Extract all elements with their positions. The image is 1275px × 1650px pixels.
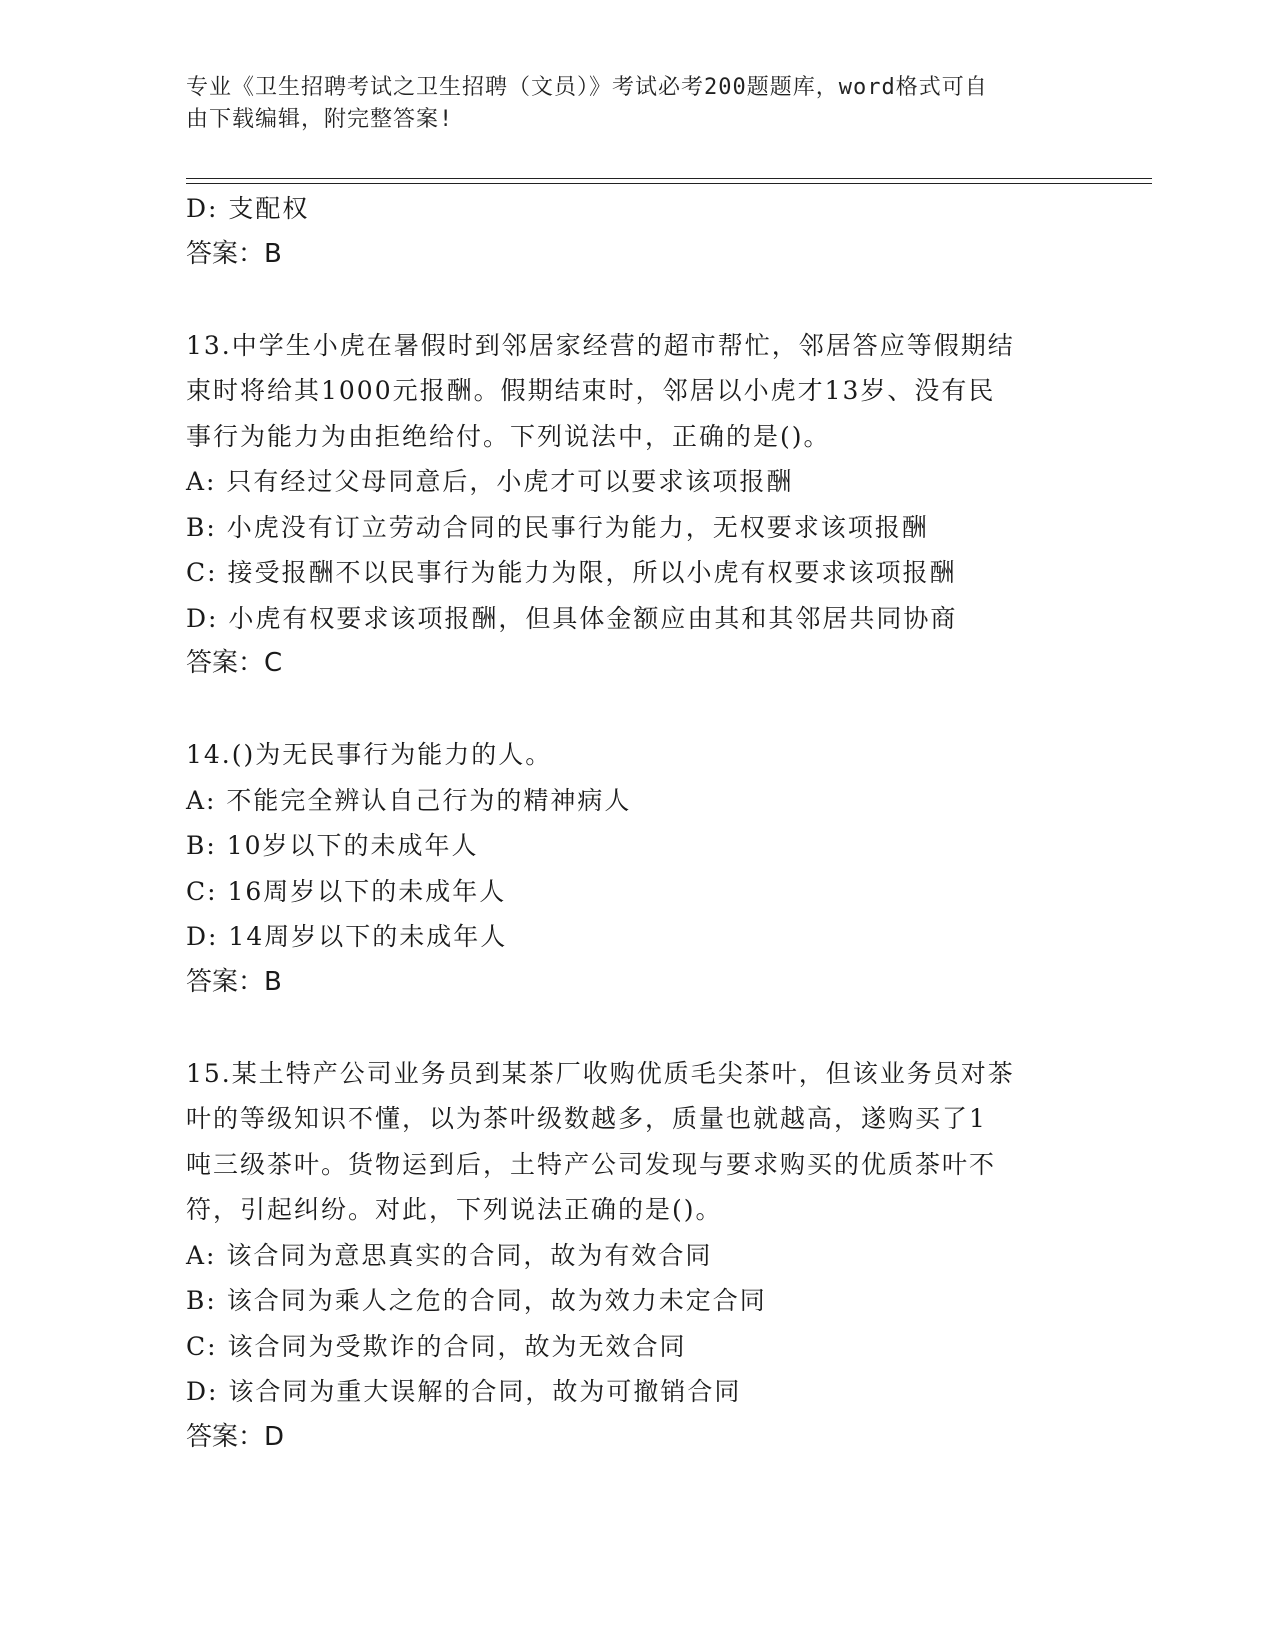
spacer [186,687,1086,733]
question-13 [186,323,1086,687]
question-15 [186,1051,1086,1461]
previous-question-tail [186,186,1086,277]
option-c: C: 16周岁以下的未成年人 [186,876,507,906]
question-stem-line: 叶的等级知识不懂，以为茶叶级数越多，质量也就越高，遂购买了1 [186,1104,987,1133]
option-a: A: 不能完全辨认自己行为的精神病人 [186,785,632,815]
option-d: D: 小虎有权要求该项报酬，但具体金额应由其和其邻居共同协商 [186,603,958,633]
option-a: A: 只有经过父母同意后，小虎才可以要求该项报酬 [186,467,794,496]
question-stem-line: 束时将给其1000元报酬。假期结束时，邻居以小虎才13岁、没有民 [186,376,996,405]
answer-line: 答案：B [186,238,282,269]
option-d: D: 14周岁以下的未成年人 [186,922,508,951]
option-c: C: 该合同为受欺诈的合同，故为无效合同 [186,1331,687,1361]
spacer [186,277,1086,323]
question-stem-line: 13.中学生小虎在暑假时到邻居家经营的超市帮忙，邻居答应等假期结 [186,330,1015,360]
question-stem-line: 符，引起纠纷。对此，下列说法正确的是()。 [186,1195,723,1224]
answer-line: 答案：B [186,966,282,997]
option-d: D: 该合同为重大误解的合同，故为可撤销合同 [186,1377,742,1406]
question-stem-line: 14.()为无民事行为能力的人。 [186,740,553,769]
header-divider-bottom [186,183,1152,184]
header-divider-top [186,178,1152,179]
option-b: B: 该合同为乘人之危的合同，故为效力未定合同 [186,1286,767,1315]
header-line-2: 由下载编辑，附完整答案! [186,107,454,132]
option-b: B: 小虎没有订立劳动合同的民事行为能力，无权要求该项报酬 [186,512,929,542]
answer-line: 答案：D [186,1421,285,1452]
question-stem-line: 15.某土特产公司业务员到某茶厂收购优质毛尖茶叶，但该业务员对茶 [186,1058,1015,1088]
option-a: A: 该合同为意思真实的合同，故为有效合同 [186,1240,713,1270]
question-content [186,186,1086,1460]
question-14 [186,732,1086,1005]
option-d: D: 支配权 [186,194,310,223]
answer-line: 答案：C [186,648,283,678]
question-stem-line: 吨三级茶叶。货物运到后，土特产公司发现与要求购买的优质茶叶不 [186,1149,997,1179]
question-stem-line: 事行为能力为由拒绝给付。下列说法中，正确的是()。 [186,421,831,451]
header-line-1: 专业《卫生招聘考试之卫生招聘（文员）》考试必考200题题库，word格式可自 [186,75,988,100]
option-c: C: 接受报酬不以民事行为能力为限，所以小虎有权要求该项报酬 [186,558,957,587]
spacer [186,1005,1086,1051]
option-b: B: 10岁以下的未成年人 [186,831,479,860]
document-header [186,72,1086,136]
